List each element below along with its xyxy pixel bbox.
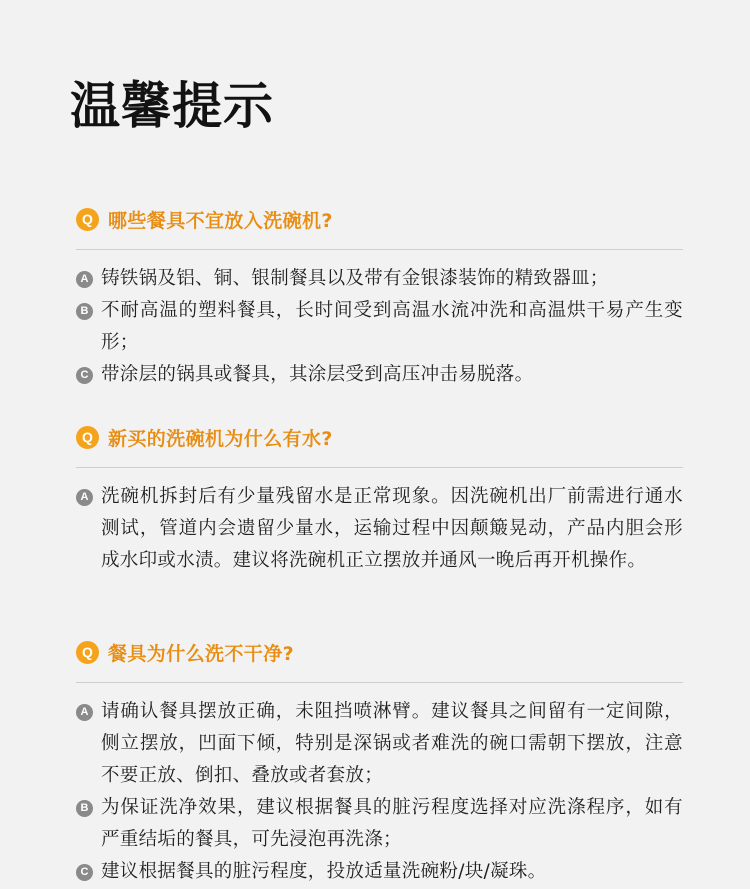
answer-badge-icon: C [76, 367, 93, 384]
answer-badge-icon: B [76, 800, 93, 817]
answer-item [76, 481, 683, 577]
faq-section-1 [76, 204, 683, 391]
answer-item [76, 856, 683, 888]
answer-badge-icon: C [76, 864, 93, 881]
divider [76, 467, 683, 468]
answer-item [76, 359, 683, 391]
question-row [76, 422, 683, 452]
answer-badge-icon: A [76, 489, 93, 506]
question-row [76, 204, 683, 234]
answer-text: 带涂层的锅具或餐具，其涂层受到高压冲击易脱落。 [101, 364, 534, 385]
answer-badge-icon: B [76, 303, 93, 320]
answer-badge-icon: A [76, 704, 93, 721]
answer-item [76, 295, 683, 359]
question-text: 新买的洗碗机为什么有水? [108, 427, 333, 450]
question-badge-icon: Q [76, 641, 99, 664]
answer-text: 铸铁锅及铝、铜、银制餐具以及带有金银漆装饰的精致器皿； [101, 268, 609, 289]
answer-text: 建议根据餐具的脏污程度，投放适量洗碗粉/块/凝珠。 [101, 861, 547, 882]
answer-text: 请确认餐具摆放正确，未阻挡喷淋臂。建议餐具之间留有一定间隙，侧立摆放，凹面下倾，特别是深锅或者难洗的碗口需朝下摆放，注意不要正放、倒扣、叠放或者套放； [101, 701, 683, 786]
answer-text: 不耐高温的塑料餐具，长时间受到高温水流冲洗和高温烘干易产生变形； [101, 300, 683, 353]
answer-text: 洗碗机拆封后有少量残留水是正常现象。因洗碗机出厂前需进行通水测试，管道内会遗留少量水，运输过程中因颠簸晃动，产品内胆会形成水印或水渍。建议将洗碗机正立摆放并通风一晚后再开机操作。 [101, 486, 683, 571]
answer-text: 为保证洗净效果，建议根据餐具的脏污程度选择对应洗涤程序，如有严重结垢的餐具，可先浸泡再洗涤； [101, 797, 683, 850]
answer-item [76, 696, 683, 792]
page-title: 温馨提示 [70, 77, 274, 135]
divider [76, 682, 683, 683]
faq-section-3 [76, 637, 683, 888]
faq-section-2 [76, 422, 683, 577]
question-badge-icon: Q [76, 426, 99, 449]
question-badge-icon: Q [76, 208, 99, 231]
question-row [76, 637, 683, 667]
question-text: 哪些餐具不宜放入洗碗机? [108, 209, 333, 232]
divider [76, 249, 683, 250]
question-text: 餐具为什么洗不干净? [108, 642, 295, 665]
answer-item [76, 792, 683, 856]
answer-item [76, 263, 683, 295]
answer-badge-icon: A [76, 271, 93, 288]
